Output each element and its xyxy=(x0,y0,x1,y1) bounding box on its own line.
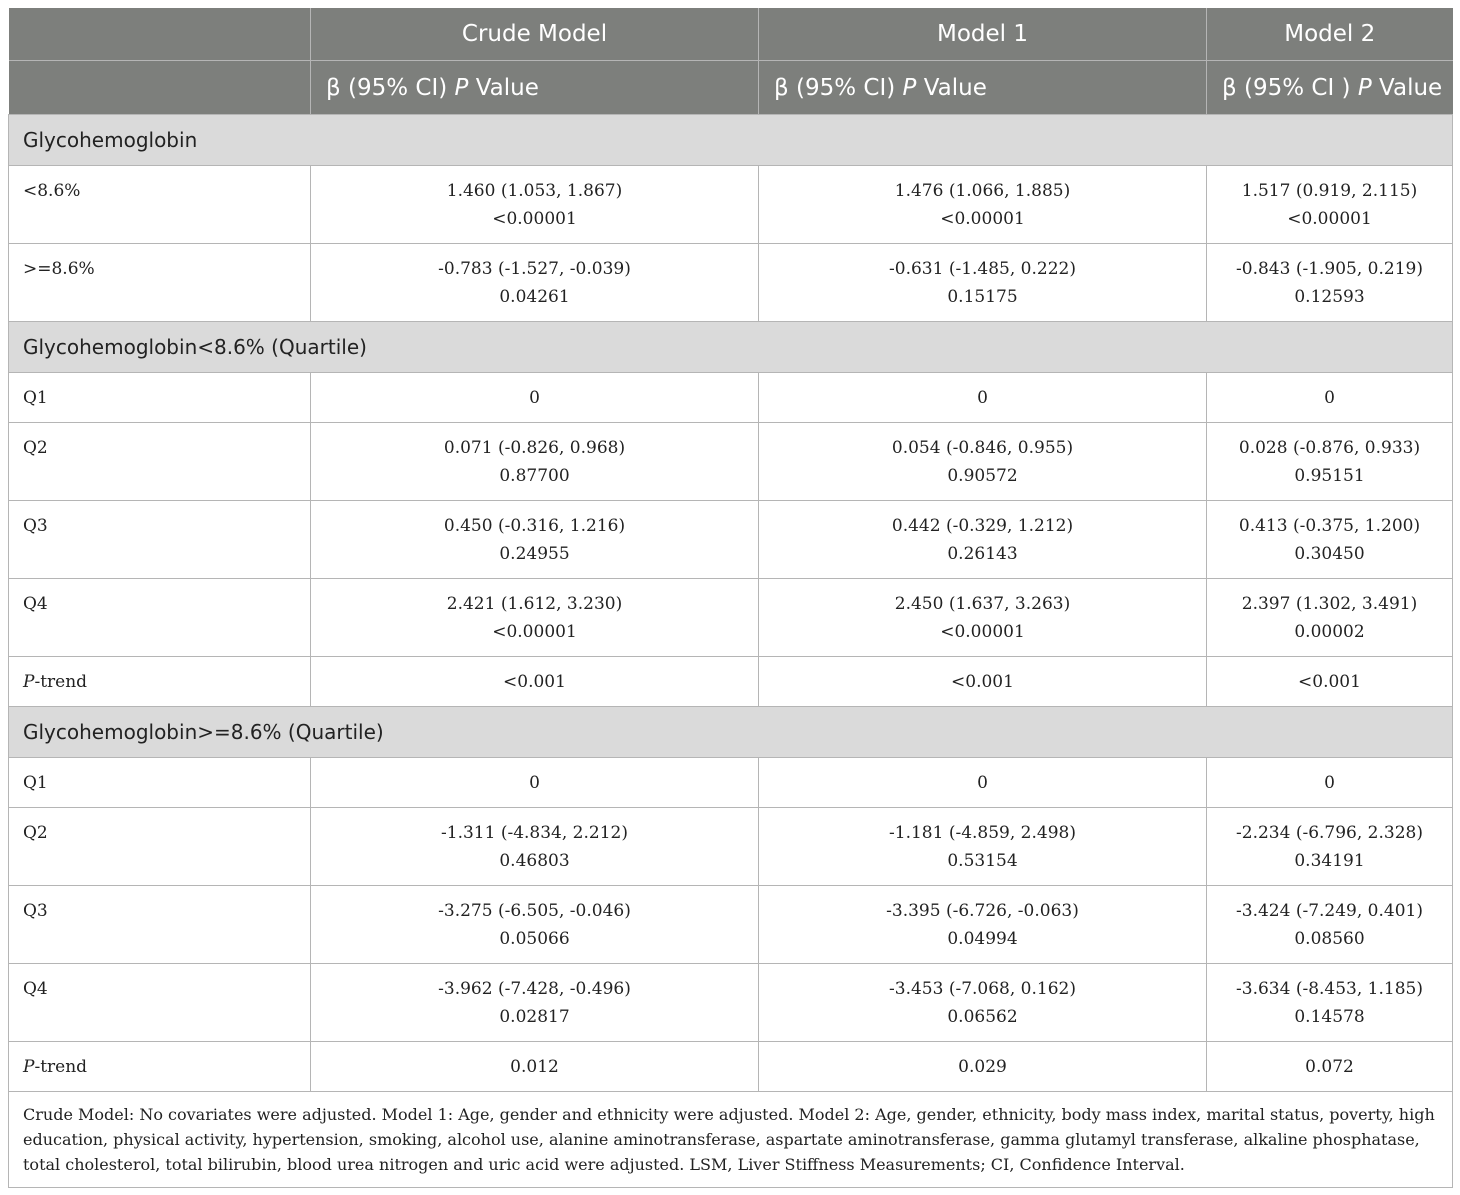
estimate-text: 1.476 (1.066, 1.885) xyxy=(894,181,1071,201)
value-cell-c1 xyxy=(311,964,759,1042)
table-row xyxy=(9,1042,1453,1092)
estimate-text: 2.421 (1.612, 3.230) xyxy=(446,594,623,614)
value-cell-c1 xyxy=(311,808,759,886)
estimate-text: -3.424 (-7.249, 0.401) xyxy=(1236,901,1423,921)
value-cell-c3 xyxy=(1207,657,1453,707)
value-cell-c2 xyxy=(759,244,1207,322)
section-header-row xyxy=(9,115,1453,166)
value-cell-c2 xyxy=(759,423,1207,501)
value-cell-c1 xyxy=(311,886,759,964)
header-crude-model: Crude Model xyxy=(311,8,759,61)
estimate-text: 2.450 (1.637, 3.263) xyxy=(894,594,1071,614)
value-cell-c2 xyxy=(759,657,1207,707)
row-label: Q2 xyxy=(9,808,311,886)
beta-ci-label: β (95% CI) xyxy=(326,74,448,101)
p-trend-rest: -trend xyxy=(34,672,88,692)
row-label: Q2 xyxy=(9,423,311,501)
p-value-text: 0.87700 xyxy=(499,466,570,486)
value-cell-c3 xyxy=(1207,166,1453,244)
estimate-text: 0 xyxy=(977,388,988,408)
regression-table-container xyxy=(8,8,1452,1188)
p-value-text: <0.00001 xyxy=(940,209,1025,229)
p-value-text: 0.05066 xyxy=(499,929,570,949)
estimate-text: <0.001 xyxy=(1298,672,1361,692)
estimate-text: 0.413 (-0.375, 1.200) xyxy=(1238,516,1421,536)
subheader-model-2 xyxy=(1207,61,1453,115)
p-value-text: <0.00001 xyxy=(1287,209,1372,229)
header-model-1: Model 1 xyxy=(759,8,1207,61)
p-value-text: <0.00001 xyxy=(492,622,577,642)
table-row xyxy=(9,657,1453,707)
row-label: Q3 xyxy=(9,886,311,964)
value-cell-c2 xyxy=(759,758,1207,808)
header-empty-cell xyxy=(9,8,311,61)
value-cell-c1 xyxy=(311,657,759,707)
table-row xyxy=(9,501,1453,579)
p-value-text: 0.53154 xyxy=(947,851,1018,871)
p-value-text: 0.00002 xyxy=(1294,622,1365,642)
beta-ci-label: β (95% CI ) xyxy=(1222,74,1351,101)
value-cell-c2 xyxy=(759,1042,1207,1092)
estimate-text: <0.001 xyxy=(951,672,1014,692)
estimate-text: 1.460 (1.053, 1.867) xyxy=(446,181,623,201)
estimate-text: -3.275 (-6.505, -0.046) xyxy=(438,901,631,921)
row-label: <8.6% xyxy=(9,166,311,244)
p-value-text: 0.02817 xyxy=(499,1007,570,1027)
value-cell-c2 xyxy=(759,886,1207,964)
section-title: Glycohemoglobin xyxy=(9,115,1453,166)
section-header-row xyxy=(9,707,1453,758)
beta-ci-label: β (95% CI) xyxy=(774,74,896,101)
p-label: P xyxy=(1357,74,1372,101)
subheader-model-1 xyxy=(759,61,1207,115)
table-row xyxy=(9,423,1453,501)
estimate-text: 0 xyxy=(529,388,540,408)
table-header xyxy=(9,8,1453,115)
p-value-text: 0.90572 xyxy=(947,466,1018,486)
value-cell-c2 xyxy=(759,501,1207,579)
p-value-text: 0.26143 xyxy=(947,544,1018,564)
p-value-text: 0.08560 xyxy=(1294,929,1365,949)
value-label: Value xyxy=(923,74,987,101)
estimate-text: -1.311 (-4.834, 2.212) xyxy=(441,823,628,843)
p-value-text: 0.12593 xyxy=(1294,287,1365,307)
footnote-row xyxy=(9,1092,1453,1188)
p-value-text: 0.95151 xyxy=(1294,466,1365,486)
estimate-text: -0.783 (-1.527, -0.039) xyxy=(438,259,631,279)
estimate-text: -3.395 (-6.726, -0.063) xyxy=(886,901,1079,921)
p-value-text: 0.14578 xyxy=(1294,1007,1365,1027)
value-label: Value xyxy=(1379,74,1443,101)
value-cell-c2 xyxy=(759,579,1207,657)
value-cell-c3 xyxy=(1207,244,1453,322)
table-row xyxy=(9,166,1453,244)
p-label: P xyxy=(454,74,469,101)
estimate-text: -3.962 (-7.428, -0.496) xyxy=(438,979,631,999)
header-row-models xyxy=(9,8,1453,61)
estimate-text: -3.453 (-7.068, 0.162) xyxy=(889,979,1076,999)
value-cell-c1 xyxy=(311,758,759,808)
estimate-text: 0.012 xyxy=(510,1057,559,1077)
row-label xyxy=(9,657,311,707)
p-trend-p: P xyxy=(23,1057,35,1077)
value-cell-c3 xyxy=(1207,423,1453,501)
table-row xyxy=(9,244,1453,322)
table-row xyxy=(9,964,1453,1042)
section-title: Glycohemoglobin>=8.6% (Quartile) xyxy=(9,707,1453,758)
value-cell-c3 xyxy=(1207,758,1453,808)
value-cell-c1 xyxy=(311,373,759,423)
table-footnote: Crude Model: No covariates were adjusted. Model 1: Age, gender and ethnicity were adjusted. Model 2: Age, gender, ethnicity, body mass index, marital status, poverty, high education, physical activity, hypertension, smoking, alcohol use, alanine aminotransferase, aspartate aminotransferase, gamma glutamyl transferase, alkaline phosphatase, total cholesterol, total bilirubin, blood urea nitrogen and uric acid were adjusted. LSM, Liver Stiffness Measurements; CI, Confidence Interval. xyxy=(9,1092,1453,1188)
p-value-text: <0.00001 xyxy=(940,622,1025,642)
value-cell-c3 xyxy=(1207,501,1453,579)
value-cell-c2 xyxy=(759,808,1207,886)
p-label: P xyxy=(902,74,917,101)
value-cell-c1 xyxy=(311,501,759,579)
table-row xyxy=(9,808,1453,886)
row-label: Q3 xyxy=(9,501,311,579)
p-value-text: 0.04261 xyxy=(499,287,570,307)
table-row xyxy=(9,886,1453,964)
estimate-text: 0.029 xyxy=(958,1057,1007,1077)
row-label: Q1 xyxy=(9,373,311,423)
value-cell-c1 xyxy=(311,1042,759,1092)
row-label: Q1 xyxy=(9,758,311,808)
estimate-text: 0 xyxy=(977,773,988,793)
value-cell-c3 xyxy=(1207,373,1453,423)
estimate-text: 1.517 (0.919, 2.115) xyxy=(1241,181,1418,201)
regression-table xyxy=(8,8,1453,1188)
p-value-text: 0.46803 xyxy=(499,851,570,871)
value-cell-c1 xyxy=(311,166,759,244)
estimate-text: -0.631 (-1.485, 0.222) xyxy=(889,259,1076,279)
value-label: Value xyxy=(475,74,539,101)
estimate-text: -0.843 (-1.905, 0.219) xyxy=(1236,259,1423,279)
estimate-text: 0 xyxy=(529,773,540,793)
row-label xyxy=(9,1042,311,1092)
estimate-text: 0.071 (-0.826, 0.968) xyxy=(443,438,626,458)
value-cell-c3 xyxy=(1207,886,1453,964)
value-cell-c1 xyxy=(311,244,759,322)
value-cell-c2 xyxy=(759,166,1207,244)
p-value-text: 0.24955 xyxy=(499,544,570,564)
header-empty-cell xyxy=(9,61,311,115)
estimate-text: 0.028 (-0.876, 0.933) xyxy=(1238,438,1421,458)
row-label: >=8.6% xyxy=(9,244,311,322)
p-value-text: 0.34191 xyxy=(1294,851,1365,871)
value-cell-c3 xyxy=(1207,579,1453,657)
value-cell-c3 xyxy=(1207,808,1453,886)
row-label: Q4 xyxy=(9,964,311,1042)
p-value-text: 0.15175 xyxy=(947,287,1018,307)
subheader-crude xyxy=(311,61,759,115)
p-value-text: 0.30450 xyxy=(1294,544,1365,564)
p-value-text: 0.06562 xyxy=(947,1007,1018,1027)
header-model-2: Model 2 xyxy=(1207,8,1453,61)
section-header-row xyxy=(9,322,1453,373)
estimate-text: 0.072 xyxy=(1305,1057,1354,1077)
p-value-text: 0.04994 xyxy=(947,929,1018,949)
value-cell-c2 xyxy=(759,373,1207,423)
estimate-text: 0.442 (-0.329, 1.212) xyxy=(891,516,1074,536)
value-cell-c2 xyxy=(759,964,1207,1042)
row-label: Q4 xyxy=(9,579,311,657)
estimate-text: -1.181 (-4.859, 2.498) xyxy=(889,823,1076,843)
table-row xyxy=(9,373,1453,423)
section-title: Glycohemoglobin<8.6% (Quartile) xyxy=(9,322,1453,373)
estimate-text: <0.001 xyxy=(503,672,566,692)
value-cell-c3 xyxy=(1207,1042,1453,1092)
p-value-text: <0.00001 xyxy=(492,209,577,229)
value-cell-c3 xyxy=(1207,964,1453,1042)
value-cell-c1 xyxy=(311,423,759,501)
estimate-text: -3.634 (-8.453, 1.185) xyxy=(1236,979,1423,999)
estimate-text: 0.054 (-0.846, 0.955) xyxy=(891,438,1074,458)
estimate-text: 0 xyxy=(1324,388,1335,408)
table-body xyxy=(9,115,1453,1092)
estimate-text: -2.234 (-6.796, 2.328) xyxy=(1236,823,1423,843)
header-row-stats xyxy=(9,61,1453,115)
p-trend-rest: -trend xyxy=(34,1057,88,1077)
p-trend-p: P xyxy=(23,672,35,692)
value-cell-c1 xyxy=(311,579,759,657)
estimate-text: 0 xyxy=(1324,773,1335,793)
estimate-text: 2.397 (1.302, 3.491) xyxy=(1241,594,1418,614)
table-row xyxy=(9,758,1453,808)
estimate-text: 0.450 (-0.316, 1.216) xyxy=(443,516,626,536)
table-row xyxy=(9,579,1453,657)
